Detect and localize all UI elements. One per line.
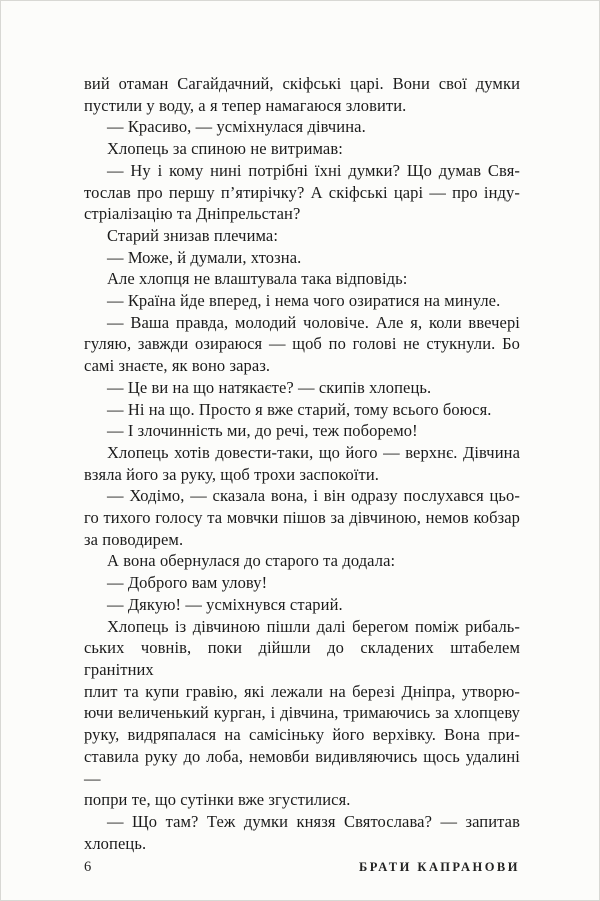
- text-line: Хлопець із дівчиною пішли далі берегом поміж рибаль-: [107, 616, 520, 636]
- paragraph: [84, 550, 520, 572]
- paragraph: [84, 377, 520, 399]
- text-line: хлопець.: [84, 833, 147, 853]
- text-block: [84, 73, 520, 854]
- paragraph: [84, 312, 520, 377]
- paragraph: [84, 442, 520, 485]
- running-title: БРАТИ КАПРАНОВИ: [359, 860, 520, 874]
- text-line: — Дякую! — усміхнувся старий.: [107, 594, 343, 614]
- text-line: — Може, й думали, хтозна.: [107, 247, 302, 267]
- paragraph: [84, 290, 520, 312]
- paragraph: [84, 399, 520, 421]
- paragraph: [84, 594, 520, 616]
- text-line: го тихого голосу та мовчки пішов за дівчиною, немов кобзар: [84, 508, 520, 528]
- text-line: Старий знизав плечима:: [107, 225, 279, 245]
- text-line: плит та купи гравію, які лежали на березі Дніпра, утворю-: [84, 681, 520, 701]
- text-line: ставила руку до лоба, немовби видивляючись щось удалині —: [84, 746, 520, 788]
- text-line: Хлопець хотів довести-таки, що його — верхнє. Дівчина: [107, 442, 520, 462]
- text-line: — Ну і кому нині потрібні їхні думки? Що думав Свя-: [107, 160, 520, 180]
- text-line: самі знаєте, як воно зараз.: [84, 356, 271, 376]
- paragraph: [84, 420, 520, 442]
- text-line: руку, видряпалася на самісіньку його верхівку. Вона при-: [84, 725, 520, 745]
- text-line: — Це ви на що натякаєте? — скипів хлопець.: [107, 377, 432, 397]
- paragraph: [84, 138, 520, 160]
- text-line: — Ваша правда, молодий чоловіче. Але я, коли ввечері: [107, 312, 520, 332]
- text-line: взяла його за руку, щоб трохи заспокоїти.: [84, 464, 379, 484]
- paragraph: [84, 616, 520, 811]
- text-line: гуляю, завжди озираюся — щоб по голові не стукнули. Бо: [84, 334, 520, 354]
- text-line: — І злочинність ми, до речі, теж поборемо!: [107, 421, 418, 441]
- paragraph: [84, 572, 520, 594]
- page-number: 6: [84, 859, 92, 875]
- text-line: ських човнів, поки дійшли до складених штабелем гранітних: [84, 638, 520, 679]
- paragraph: [84, 268, 520, 290]
- text-line: за поводирем.: [84, 529, 184, 549]
- text-line: пустили у воду, а я тепер намагаюся зловити.: [84, 95, 407, 115]
- text-line: вий отаман Сагайдачний, скіфські царі. Вони свої думки: [84, 74, 520, 93]
- text-line: тослав про першу п’ятирічку? А скіфські царі — про інду-: [84, 182, 520, 202]
- text-line: ючи величенький курган, і дівчина, тримаючись за хлопцеву: [84, 703, 520, 723]
- text-line: — Ні на що. Просто я вже старий, тому всього боюся.: [107, 399, 492, 419]
- text-line: попри те, що сутінки вже згустилися.: [84, 790, 351, 810]
- page-footer: [84, 859, 520, 876]
- paragraph: [84, 485, 520, 550]
- paragraph: [84, 225, 520, 247]
- text-line: — Що там? Теж думки князя Святослава? — запитав: [107, 811, 520, 831]
- text-line: — Доброго вам улову!: [107, 573, 268, 593]
- text-line: Хлопець за спиною не витримав:: [107, 139, 343, 159]
- paragraph: [84, 811, 520, 854]
- text-line: Але хлопця не влаштувала така відповідь:: [107, 269, 408, 289]
- text-line: — Ходімо, — сказала вона, і він одразу послухався цьо-: [107, 486, 520, 506]
- text-line: А вона обернулася до старого та додала:: [107, 551, 396, 571]
- paragraph: [84, 116, 520, 138]
- paragraph: [84, 160, 520, 225]
- text-line: — Країна йде вперед, і нема чого озиратися на минуле.: [107, 291, 501, 311]
- paragraph: [84, 247, 520, 269]
- text-line: стріалізацію та Дніпрельстан?: [84, 204, 301, 224]
- text-line: — Красиво, — усміхнулася дівчина.: [107, 117, 366, 137]
- paragraph: [84, 73, 520, 116]
